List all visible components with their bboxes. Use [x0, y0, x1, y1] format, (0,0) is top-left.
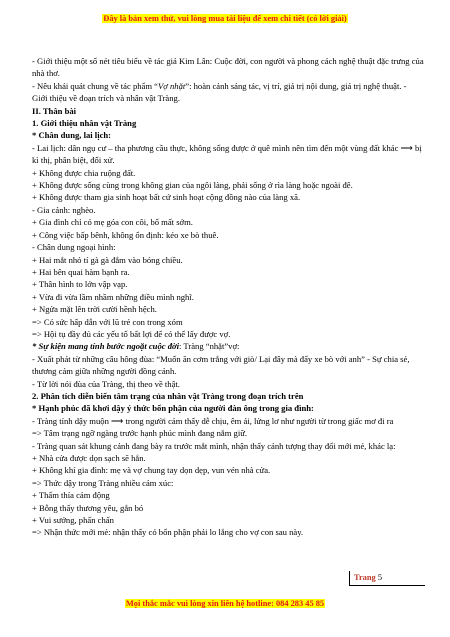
paragraph — [32, 340, 424, 352]
paragraph: - Giới thiệu một số nét tiêu biểu về tác giả Kim Lân: Cuộc đời, con người và phong cách nghệ thuật đặc trưng của nhà thơ. — [32, 56, 424, 79]
paragraph: - Chân dung ngoại hình: — [32, 242, 116, 253]
paragraph: 2. Phân tích diễn biến tâm trạng của nhân vật Tràng trong đoạn trích trên — [32, 390, 304, 401]
paragraph — [32, 80, 424, 105]
header-banner-text: Đây là bản xem thử, vui lòng mua tài liệu để xem chi tiết (có lời giải) — [103, 14, 347, 23]
text-run: * Sự kiện mang tính bước ngoặt cuộc đời — [32, 341, 180, 352]
paragraph: + Vừa đi vừa lầm nhầm những điều mình nghĩ. — [32, 291, 194, 302]
paragraph: + Công việc bấp bênh, không ổn định: kéo xe bò thuê. — [32, 229, 219, 240]
paragraph: - Từ lời nói đùa của Tràng, thị theo về thật. — [32, 378, 180, 389]
paragraph: - Xuất phát từ những câu hông đùa: “Muốn ăn cơm trắng với giò/ Lại đây mà đẩy xe bò với anh” - Sự chia sẻ, thương cảm giữa những người đồng cảnh. — [32, 353, 410, 377]
paragraph: + Vui sướng, phấn chấn — [32, 515, 114, 526]
paragraph: + Bỗng thấy thương yêu, gắn bó — [32, 502, 144, 513]
paragraph: II. Thân bài — [32, 105, 77, 116]
paragraph: - Tràng tỉnh dậy muộn ⟶ trong người cảm thấy dễ chịu, êm ái, lửng lơ như người từ trong giấc mơ đi ra — [32, 415, 394, 426]
footer-hotline-text: Mọi thắc mắc vui lòng xin liên hệ hotline: 084 283 45 85 — [125, 599, 325, 608]
document-body — [32, 55, 424, 539]
paragraph: - Tràng quan sát khung cảnh đang bày ra trước mắt mình, nhận thấy cảnh tượng thay đổi mới mẻ, khác lạ: — [32, 440, 396, 451]
paragraph: + Hai mắt nhỏ tí gà gà đắm vào bóng chiều. — [32, 254, 183, 265]
text-run: - Nêu khái quát chung về tác phẩm “ — [32, 80, 158, 91]
text-run: : Tràng “nhặt”vợ: — [179, 341, 240, 352]
paragraph: * Chân dung, lai lịch: — [32, 130, 112, 141]
paragraph: + Ngửa mặt lên trời cười hềnh hệch. — [32, 304, 157, 315]
footer-banner — [0, 599, 450, 608]
paragraph: - Gia cảnh: nghèo. — [32, 204, 96, 215]
paragraph: * Hạnh phúc đã khơi dậy ý thức bổn phận của người đàn ông trong gia đình: — [32, 403, 314, 414]
paragraph: + Không được sống cùng trong không gian của ngôi làng, phải sống ở rìa làng hoặc ngoài đê. — [32, 180, 353, 191]
paragraph: => Tâm trạng ngỡ ngàng trước hạnh phúc mình đang nắm giữ. — [32, 428, 248, 439]
page-number: 5 — [377, 573, 382, 582]
header-banner — [0, 14, 450, 23]
paragraph: + Thấm thía cảm động — [32, 490, 110, 501]
paragraph: => Có sức hấp dẫn với lũ trẻ con trong xóm — [32, 316, 183, 327]
page-number-box — [349, 571, 425, 586]
paragraph: - Lai lịch: dân ngụ cư – tha phương cầu thực, không sống được ở quê mình nên tìm đến một vùng đất khác ⟶ bị kì thị, phân biệt, đối xử. — [32, 142, 422, 166]
paragraph: + Không được chia ruộng đất. — [32, 167, 136, 178]
paragraph: + Không khí gia đình: mẹ và vợ chung tay dọn dẹp, vun vén nhà cửa. — [32, 465, 271, 476]
text-run: Vợ nhặt — [158, 80, 186, 91]
paragraph: + Hai bên quai hàm bạnh ra. — [32, 266, 130, 277]
paragraph: + Gia đình chỉ có mẹ góa con côi, bố mất sớm. — [32, 217, 193, 228]
paragraph: => Hội tụ đầy đủ các yếu tố bất lợi để có thể lấy được vợ. — [32, 328, 231, 339]
paragraph: => Thức dậy trong Tràng nhiều cảm xúc: — [32, 477, 174, 488]
paragraph: + Nhà cửa được dọn sạch sẽ hẳn. — [32, 453, 146, 463]
paragraph: + Thân hình to lớn vập vạp. — [32, 279, 128, 290]
paragraph: 1. Giới thiệu nhân vật Tràng — [32, 118, 137, 129]
paragraph: + Không được tham gia sinh hoạt bất cứ sinh hoạt cộng đồng nào của làng xã. — [32, 192, 301, 203]
text-run: ”: hoàn cảnh sáng tác, vị trí, giá trị nội dung, giá trị nghệ thuật. - Giới thiệu về đoạn trích và nhân vật Tràng. — [32, 80, 407, 104]
page-label: Trang — [354, 573, 376, 582]
paragraph: => Nhận thức mới mẻ: nhận thấy có bổn phận phải lo lắng cho vợ con sau này. — [32, 527, 304, 538]
